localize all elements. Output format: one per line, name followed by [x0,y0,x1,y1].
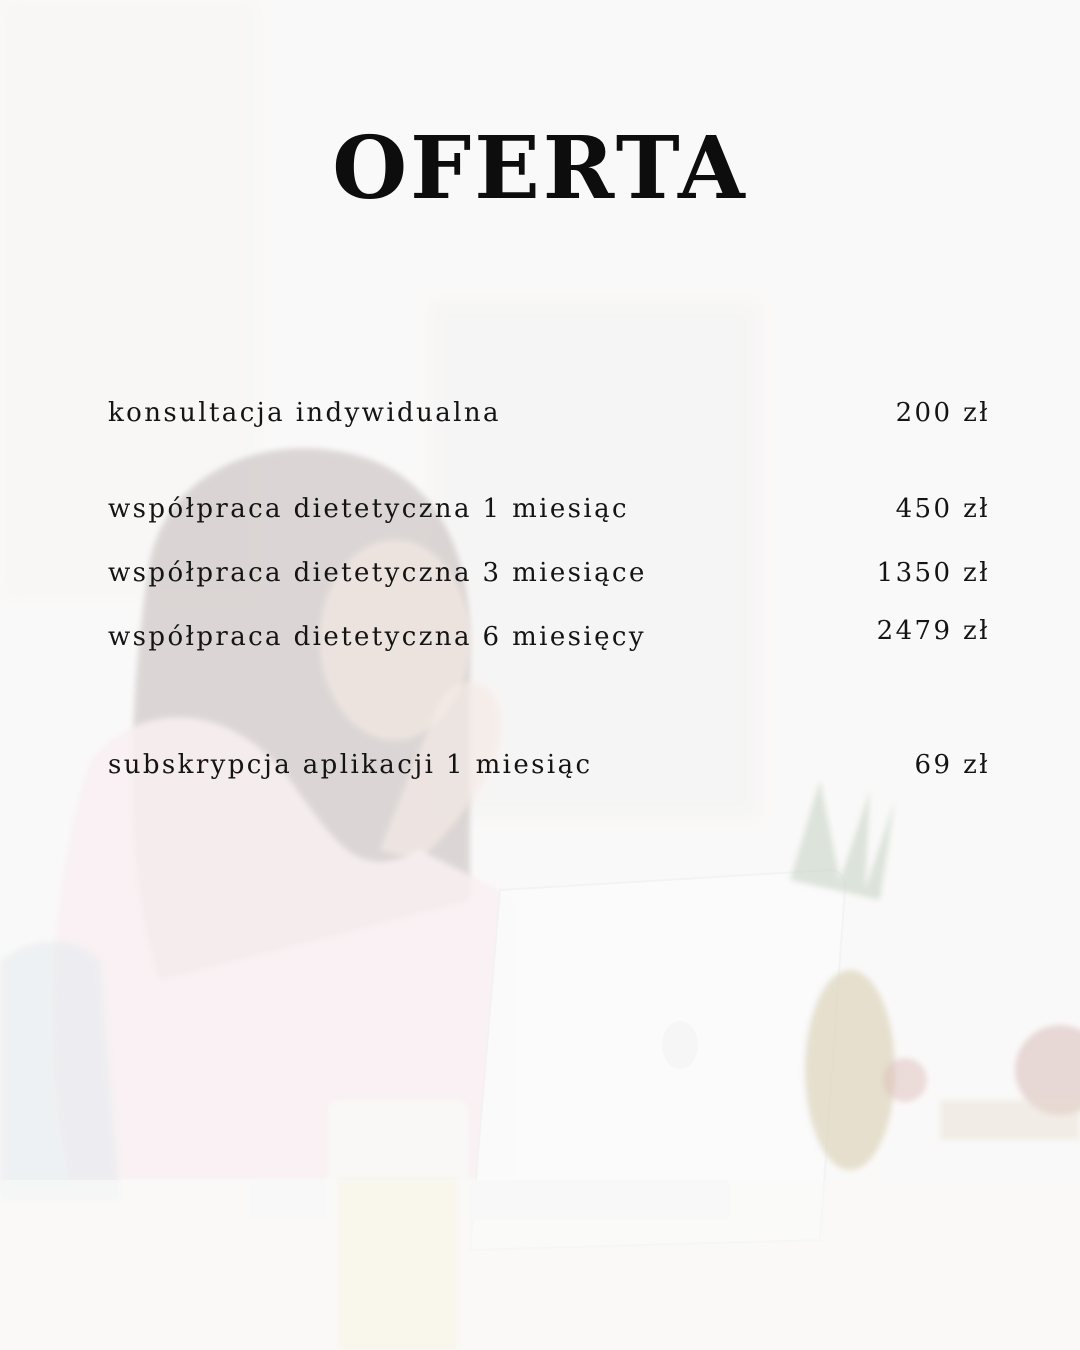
offer-row-app-subscription [108,750,990,790]
offer-label: subskrypcja aplikacji 1 miesiąc [108,750,593,780]
offer-label: współpraca dietetyczna 1 miesiąc [108,494,629,524]
offer-label: konsultacja indywidualna [108,398,501,428]
page-title: OFERTA [332,118,748,219]
offer-row-consultation [108,398,990,438]
offer-price: 200 zł [895,398,990,428]
offer-price: 1350 zł [876,558,990,588]
offer-price: 69 zł [914,750,990,780]
offer-label: współpraca dietetyczna 3 miesiące [108,558,647,588]
offer-price: 2479 zł [876,616,990,646]
offer-row-cooperation-6-months [108,616,990,662]
offer-label: współpraca dietetyczna 6 miesięcy [108,622,646,652]
offer-price: 450 zł [895,494,990,524]
offer-row-cooperation-1-month [108,494,990,534]
offer-row-cooperation-3-months [108,558,990,598]
